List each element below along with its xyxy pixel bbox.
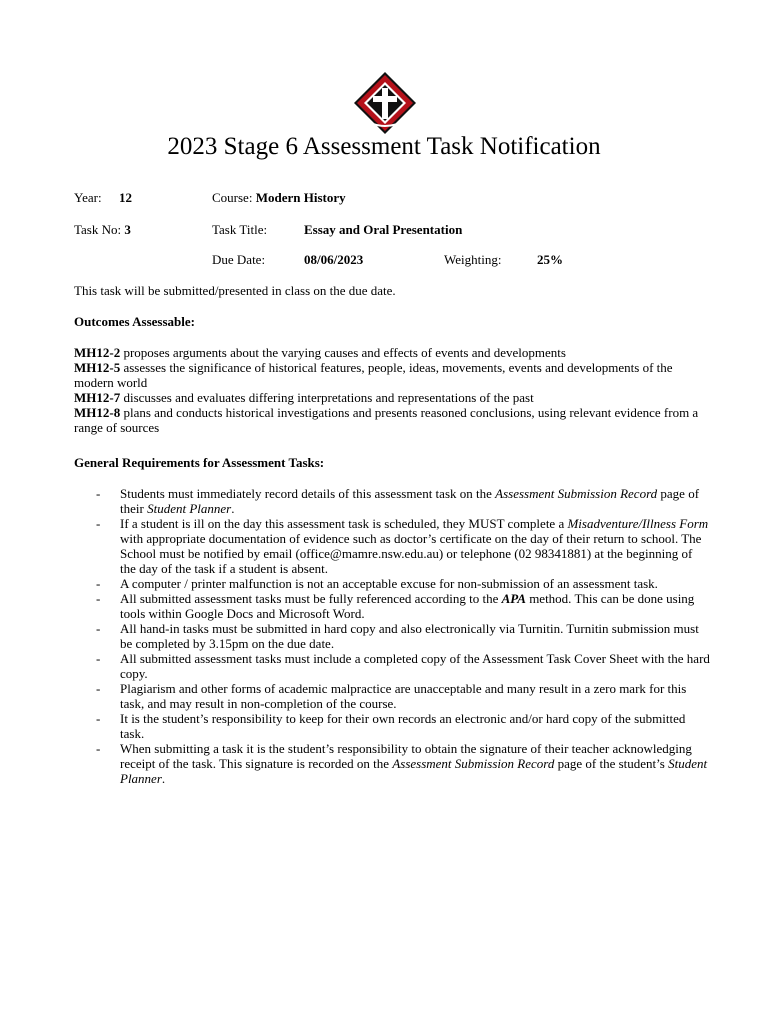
requirement-item: - All hand-in tasks must be submitted in hard copy and also electronically via Turnitin. Turnitin submission must be completed by 3.15pm on the due date. [96, 621, 699, 651]
requirement-item: - A computer / printer malfunction is not an acceptable excuse for non-submission of an assessment task. [96, 576, 658, 591]
outcomes-list [74, 345, 704, 435]
submission-note: This task will be submitted/presented in class on the due date. [74, 283, 396, 298]
task-no-field [74, 222, 131, 237]
weighting-value: 25% [537, 252, 563, 267]
requirement-item: - All submitted assessment tasks must include a completed copy of the Assessment Task Cover Sheet with the hard copy. [96, 651, 710, 681]
year-value: 12 [119, 190, 132, 205]
outcome-item: MH12-7 discusses and evaluates differing interpretations and representations of the past [74, 390, 534, 405]
requirements-list [74, 486, 710, 786]
task-title-value: Essay and Oral Presentation [304, 222, 463, 237]
requirement-item: - Students must immediately record details of this assessment task on the Assessment Submission Record page of their Student Planner. [96, 486, 700, 516]
year-label: Year: [74, 190, 102, 205]
weighting-label: Weighting: [444, 252, 502, 267]
requirement-item: - All submitted assessment tasks must be fully referenced according to the APA method. This can be done using tools within Google Docs and Microsoft Word. [96, 591, 695, 621]
outcomes-heading: Outcomes Assessable: [74, 314, 195, 329]
task-no-value: 3 [124, 222, 131, 237]
due-date-value: 08/06/2023 [304, 252, 364, 267]
requirement-item: - If a student is ill on the day this assessment task is scheduled, they MUST complete a Misadventure/Illness Form with appropriate documentation of evidence such as doctor’s certificate on the day of their return to school. The School must be notified by email (office@mamre.nsw.edu.au) or telephone (02 98341881) at the beginning of the day of the task if a student is absent. [96, 516, 709, 576]
school-crest-logo [352, 70, 418, 136]
requirement-item: - When submitting a task it is the student’s responsibility to obtain the signature of their teacher acknowledging receipt of the task. This signature is recorded on the Assessment Submission Record page of the student’s Student Planner. [96, 741, 708, 786]
course-label: Course: [212, 190, 253, 205]
outcome-item: MH12-8 plans and conducts historical investigations and presents reasoned conclusions, using relevant evidence from a range of sources [74, 405, 699, 435]
course-value: Modern History [255, 190, 346, 205]
due-date-label: Due Date: [212, 252, 266, 267]
requirement-item: - Plagiarism and other forms of academic malpractice are unacceptable and many result in a zero mark for this task, and may result in non-completion of the course. [96, 681, 687, 711]
requirements-heading: General Requirements for Assessment Tasks: [74, 455, 325, 470]
requirement-item: - It is the student’s responsibility to keep for their own records an electronic and/or hard copy of the submitted task. [96, 711, 686, 741]
task-title-label: Task Title: [212, 222, 268, 237]
course-field [212, 190, 346, 205]
outcome-item: MH12-2 proposes arguments about the varying causes and effects of events and developments [74, 345, 566, 360]
outcome-item: MH12-5 assesses the significance of historical features, people, ideas, movements, events and developments of the modern world [74, 360, 673, 390]
page-title: 2023 Stage 6 Assessment Task Notification [167, 133, 601, 160]
task-no-label: Task No: [74, 222, 122, 237]
